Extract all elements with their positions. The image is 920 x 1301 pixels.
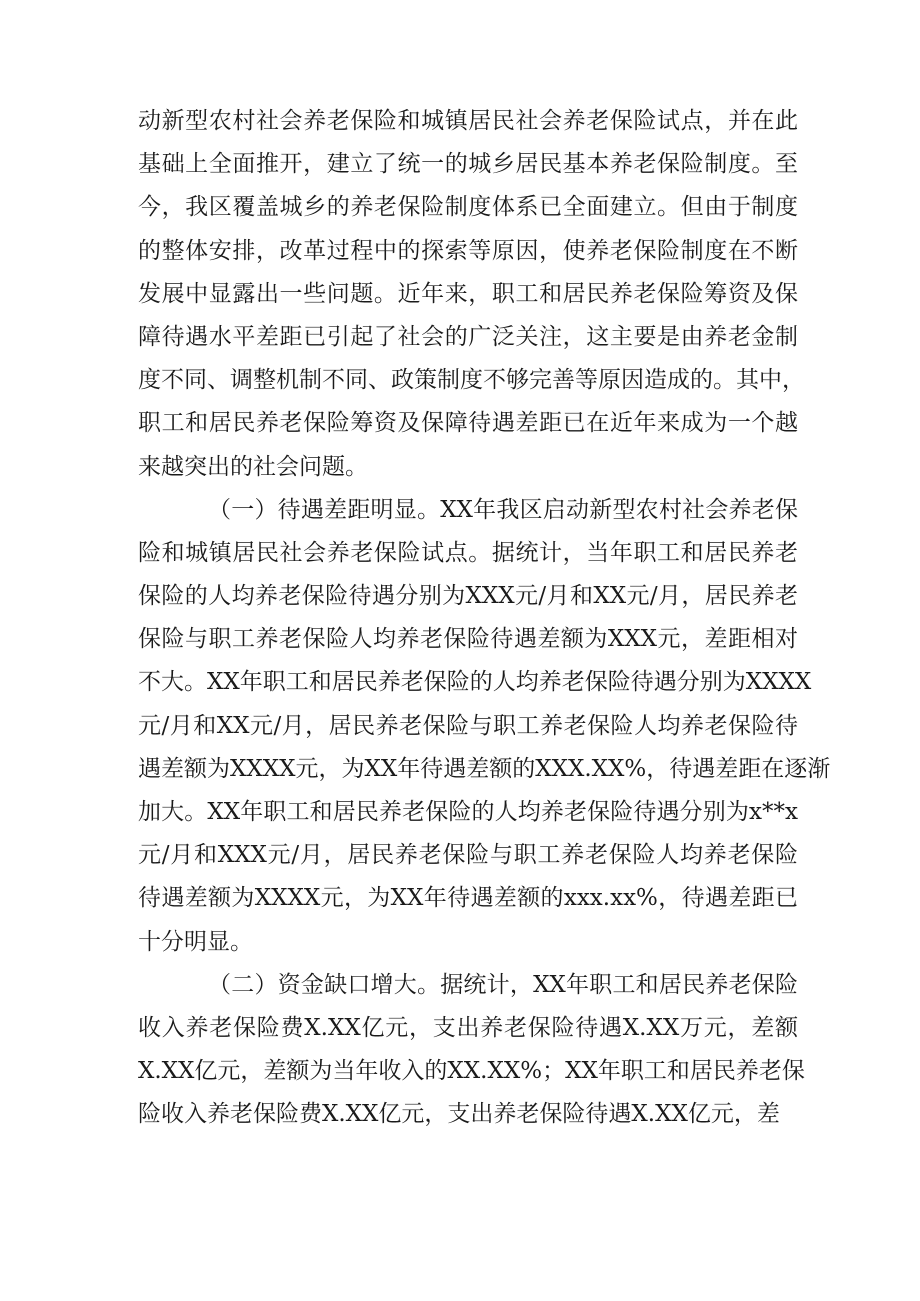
text-line: 保险与职工养老保险人均养老保险待遇差额为XXX元，差距相对 <box>138 626 798 653</box>
paragraph-section-2 <box>138 964 805 1137</box>
text-line: 险收入养老保险费X.XX亿元，支出养老保险待遇X.XX亿元，差 <box>138 1101 780 1128</box>
text-line: 度不同、调整机制不同、政策制度不够完善等原因造成的。其中， <box>138 367 805 394</box>
document-body <box>138 100 831 1137</box>
text-line: 保险的人均养老保险待遇分别为XXX元/月和XX元/月，居民养老 <box>138 583 798 610</box>
text-line: 收入养老保险费X.XX亿元，支出养老保险待遇X.XX万元，差额 <box>138 1014 798 1041</box>
text-line: 加大。XX年职工和居民养老保险的人均养老保险待遇分别为x**x <box>138 799 798 825</box>
text-line: 障待遇水平差距已引起了社会的广泛关注，这主要是由养老金制 <box>138 323 798 350</box>
text-line: 遇差额为XXXX元，为XX年待遇差额的XXX.XX%，待遇差距在逐渐 <box>138 755 831 782</box>
paragraph-section-1 <box>138 489 831 964</box>
paragraph-intro <box>138 100 805 489</box>
text-line: （二）资金缺口增大。据统计，XX年职工和居民养老保险 <box>208 971 798 998</box>
text-line: 基础上全面推开，建立了统一的城乡居民基本养老保险制度。至 <box>138 151 798 178</box>
text-line: 的整体安排，改革过程中的探索等原因，使养老保险制度在不断 <box>138 237 798 264</box>
text-line: 动新型农村社会养老保险和城镇居民社会养老保险试点，并在此 <box>138 108 798 134</box>
text-line: 不大。XX年职工和居民养老保险的人均养老保险待遇分别为XXXX <box>138 669 812 696</box>
text-line: 发展中显露出一些问题。近年来，职工和居民养老保险筹资及保 <box>138 280 798 307</box>
text-line: 十分明显。 <box>138 928 253 955</box>
text-line: 元/月和XXX元/月，居民养老保险与职工养老保险人均养老保险 <box>138 842 798 869</box>
text-line: 待遇差额为XXXX元，为XX年待遇差额的xxx.xx%，待遇差距已 <box>138 885 798 912</box>
text-line: 元/月和XX元/月，居民养老保险与职工养老保险人均养老保险待 <box>138 712 798 739</box>
text-line: 职工和居民养老保险筹资及保障待遇差距已在近年来成为一个越 <box>138 410 798 437</box>
text-line: （一）待遇差距明显。XX年我区启动新型农村社会养老保 <box>208 496 798 523</box>
text-line: 险和城镇居民社会养老保险试点。据统计，当年职工和居民养老 <box>138 539 798 566</box>
text-line: X.XX亿元，差额为当年收入的XX.XX%；XX年职工和居民养老保 <box>138 1058 805 1085</box>
text-line: 来越突出的社会问题。 <box>138 453 368 480</box>
text-line: 今，我区覆盖城乡的养老保险制度体系已全面建立。但由于制度 <box>138 194 798 221</box>
